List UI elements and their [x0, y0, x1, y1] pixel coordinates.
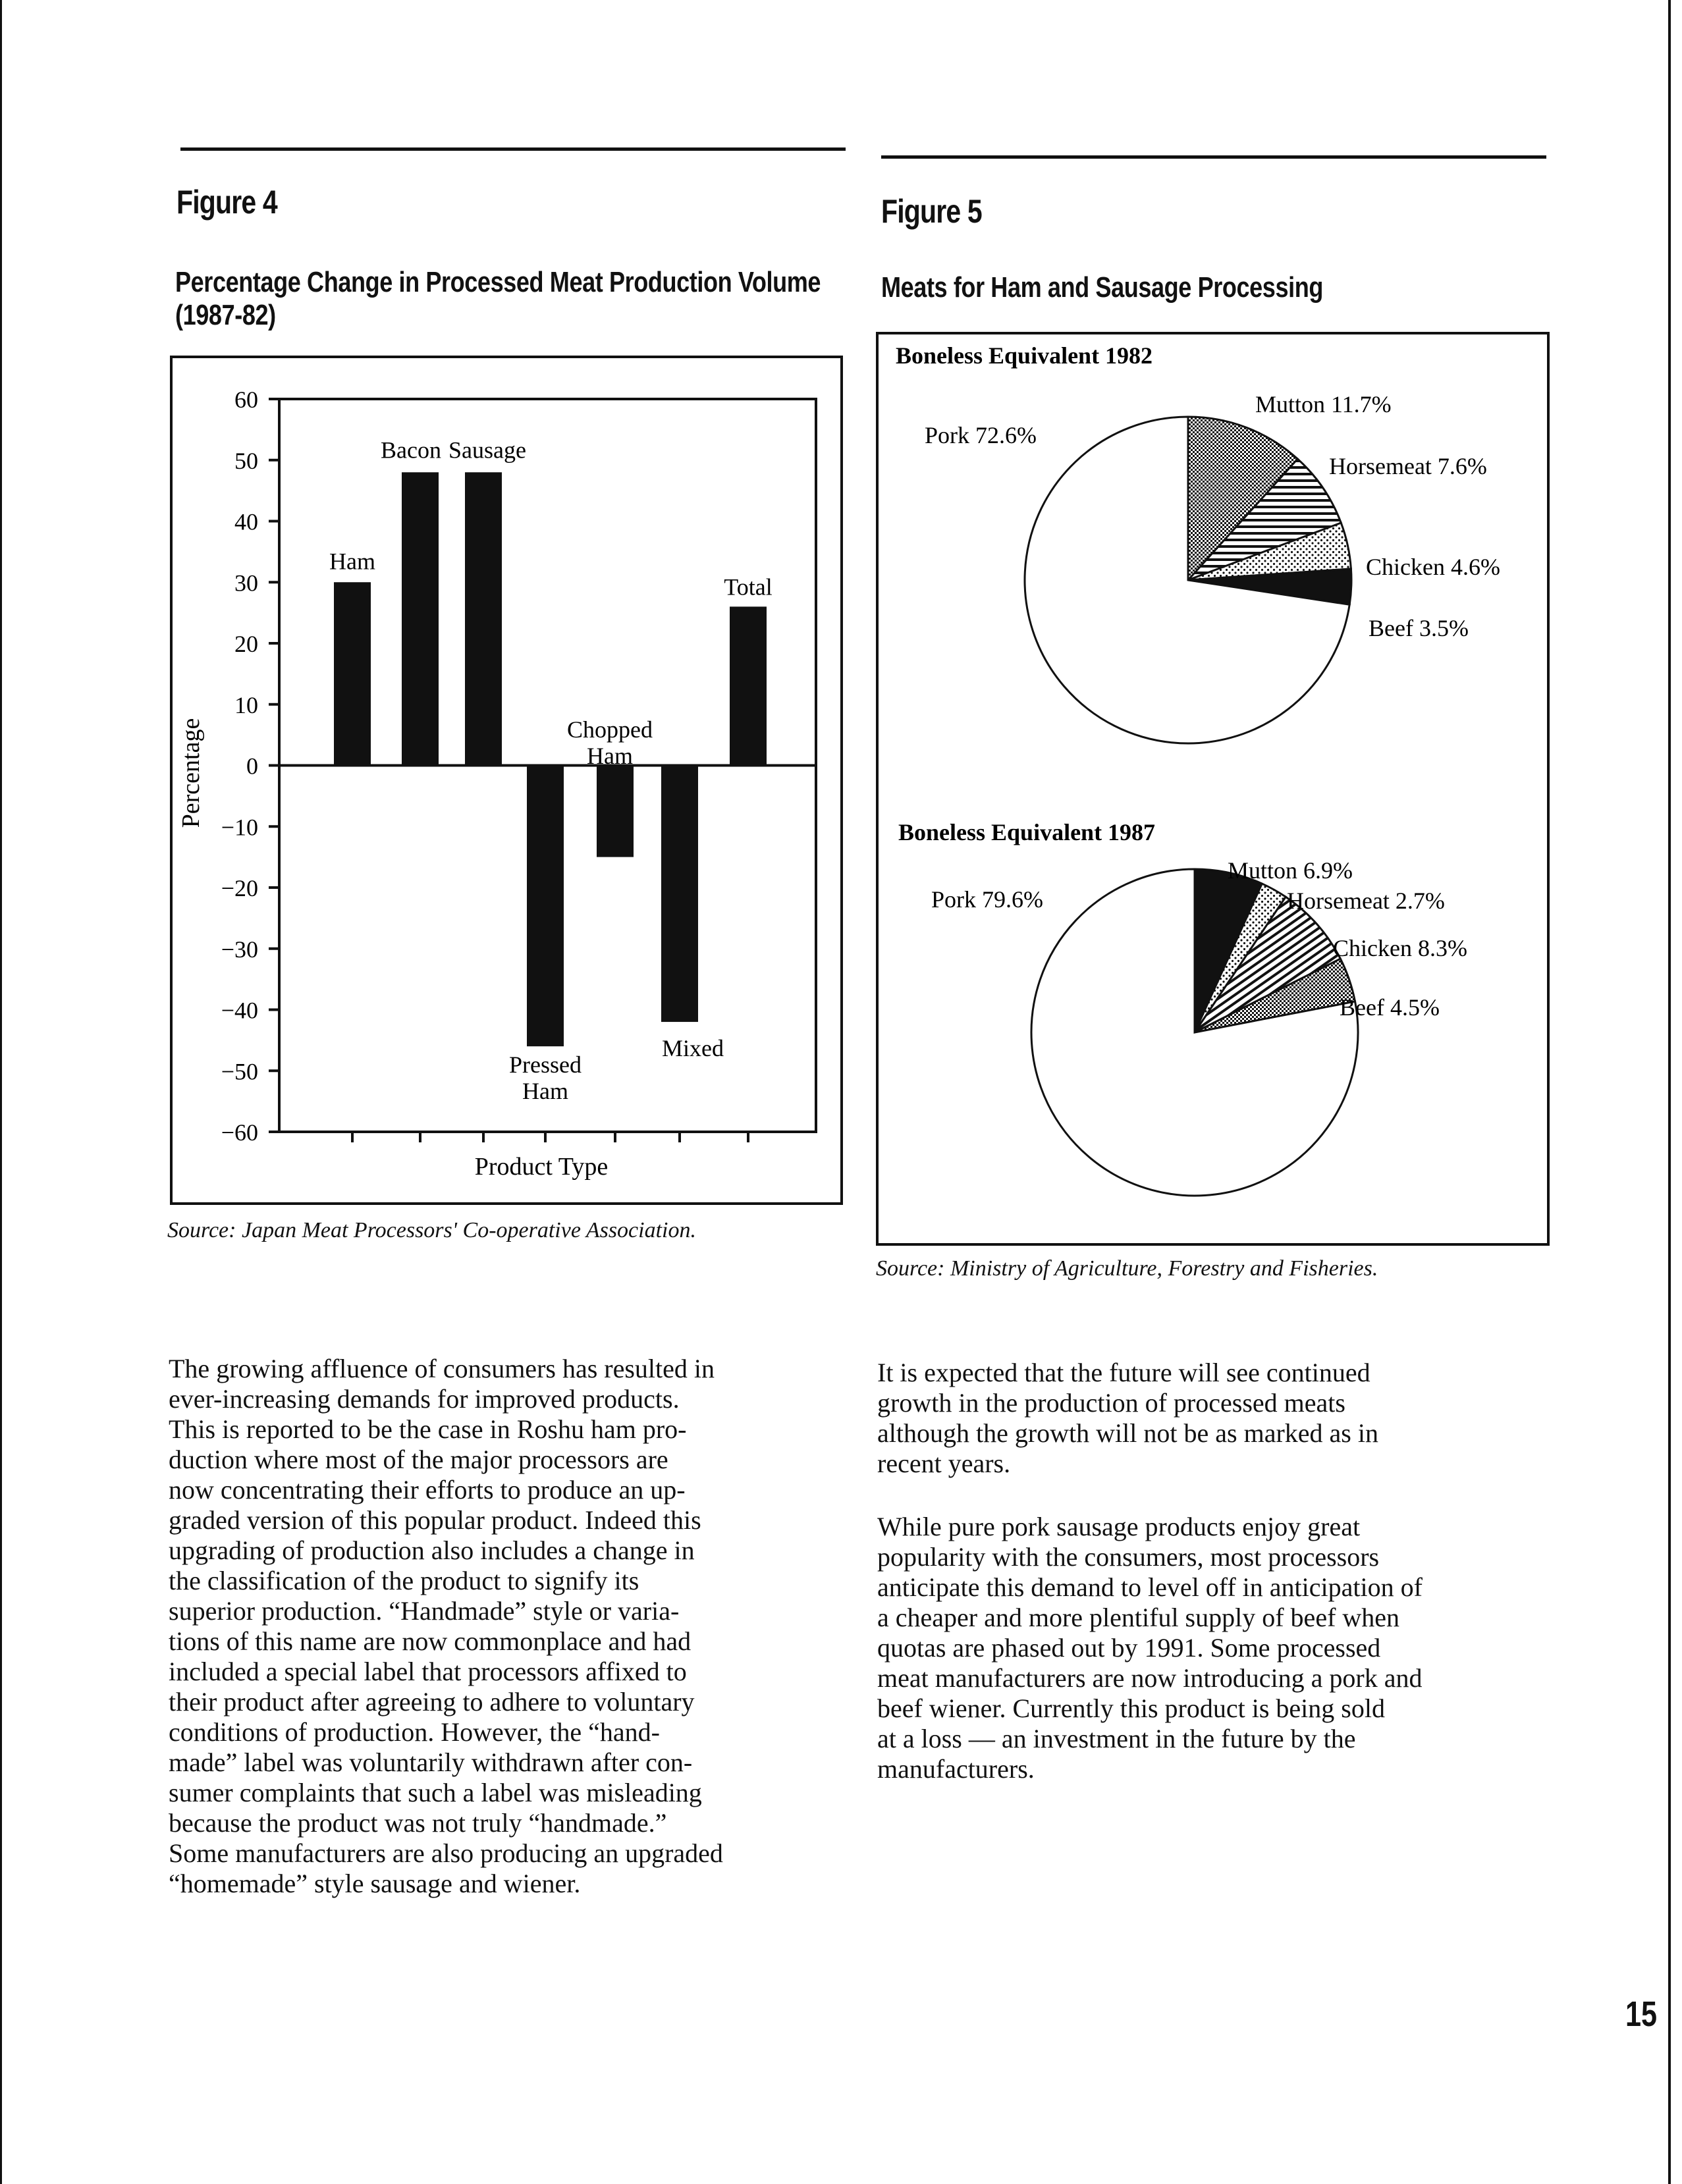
y-tick-label: 50 [234, 447, 258, 474]
text-line: “homemade” style sausage and wiener. [169, 1869, 581, 1898]
figure5-pie-charts [879, 334, 1547, 1243]
page-number: 15 [1625, 1994, 1658, 2034]
bar-pressed-ham [527, 766, 564, 1047]
y-tick-label: 10 [234, 691, 258, 718]
y-tick-label: 60 [234, 386, 258, 413]
text-line: This is reported to be the case in Roshu ham pro- [169, 1414, 687, 1444]
text-line: It is expected that the future will see continued [877, 1358, 1370, 1387]
text-line: their product after agreeing to adhere to voluntary [169, 1687, 695, 1717]
text-line: a cheaper and more plentiful supply of beef when [877, 1603, 1400, 1632]
bar-label: Chopped [567, 716, 653, 743]
y-tick-label: −50 [221, 1058, 258, 1085]
bar-label: Pressed [509, 1052, 582, 1079]
y-tick-label: 30 [234, 570, 258, 597]
right-column-paragraph-1 [877, 1358, 1615, 1479]
text-line: superior production. “Handmade” style or varia- [169, 1596, 680, 1626]
text-line: because the product was not truly “handmade.” [169, 1808, 667, 1838]
y-tick-label: −60 [221, 1119, 258, 1146]
right-column-paragraph-2 [877, 1512, 1615, 1784]
text-line: Some manufacturers are also producing an upgraded [169, 1838, 723, 1868]
text-line: now concentrating their efforts to produce an up- [169, 1475, 686, 1505]
bar-sausage [465, 472, 502, 765]
figure4-title [175, 266, 823, 332]
figure4-source: Source: Japan Meat Processors' Co-operative Association. [167, 1218, 696, 1242]
text-line: graded version of this popular product. Indeed this [169, 1505, 701, 1535]
text-line: made” label was voluntarily withdrawn after con- [169, 1747, 693, 1777]
text-line: although the growth will not be as marked as in [877, 1418, 1378, 1448]
bar-label: Ham [329, 548, 375, 575]
y-tick-label: −20 [221, 875, 258, 901]
text-line: upgrading of production also includes a change in [169, 1535, 695, 1565]
y-tick-label: −30 [221, 936, 258, 963]
text-line: While pure pork sausage products enjoy great [877, 1512, 1361, 1541]
bar-label: Bacon [381, 437, 441, 464]
figure5-label: Figure 5 [881, 193, 982, 230]
bar-ham [334, 582, 371, 765]
bar-label: Sausage [448, 437, 526, 464]
page-left-border [0, 0, 2, 2184]
text-line: the classification of the product to signify its [169, 1566, 639, 1595]
pie-label-pork: Pork 79.6% [931, 886, 1043, 913]
text-line: included a special label that processors affixed to [169, 1657, 687, 1686]
text-line: ever-increasing demands for improved products. [169, 1384, 680, 1414]
bar-total [730, 606, 767, 765]
text-line: popularity with the consumers, most processors [877, 1542, 1380, 1572]
pie-1982 [925, 391, 1500, 743]
page-right-border [1668, 0, 1671, 2184]
figure4-bar-chart [173, 358, 840, 1202]
figure4-label: Figure 4 [176, 184, 277, 221]
text-line: recent years. [877, 1449, 1011, 1478]
pie-label-chicken: Chicken 8.3% [1333, 935, 1467, 961]
text-line: growth in the production of processed meats [877, 1388, 1345, 1418]
pie-label-horsemeat: Horsemeat 2.7% [1287, 888, 1445, 914]
figure4-title-line2: (1987-82) [175, 299, 276, 331]
text-line: manufacturers. [877, 1754, 1035, 1784]
text-line: quotas are phased out by 1991. Some processed [877, 1633, 1381, 1663]
figure5-source: Source: Ministry of Agriculture, Forestry and Fisheries. [876, 1256, 1378, 1281]
figure4-title-line1: Percentage Change in Processed Meat Production Volume [175, 266, 821, 298]
bar-chopped-ham [597, 766, 634, 857]
text-line: duction where most of the major processors are [169, 1445, 668, 1474]
text-line: conditions of production. However, the “hand- [169, 1717, 660, 1747]
text-line: beef wiener. Currently this product is being sold [877, 1693, 1385, 1723]
pie-label-beef: Beef 4.5% [1340, 994, 1440, 1021]
text-line: at a loss — an investment in the future by the [877, 1724, 1356, 1753]
left-column-paragraph [169, 1354, 880, 1899]
bar-label: Ham [587, 742, 633, 769]
text-line: anticipate this demand to level off in anticipation of [877, 1572, 1423, 1602]
pie-label-pork: Pork 72.6% [925, 422, 1037, 448]
figure5-top-rule [881, 155, 1546, 159]
text-line: sumer complaints that such a label was misleading [169, 1778, 702, 1807]
y-tick-label: 40 [234, 508, 258, 535]
figure4-chart-frame [170, 356, 843, 1205]
text-line: tions of this name are now commonplace and had [169, 1626, 692, 1656]
pie-label-mutton: Mutton 6.9% [1228, 857, 1353, 884]
y-tick-label: −10 [221, 814, 258, 841]
pie-label-mutton: Mutton 11.7% [1255, 391, 1392, 417]
y-tick-label: 0 [246, 753, 258, 780]
pie-label-chicken: Chicken 4.6% [1366, 554, 1500, 580]
y-tick-label: 20 [234, 631, 258, 657]
text-line: The growing affluence of consumers has resulted in [169, 1354, 715, 1383]
bar-label: Total [724, 573, 773, 600]
x-axis-title: Product Type [474, 1153, 609, 1181]
bar-label: Ham [522, 1078, 568, 1105]
bar-label: Mixed [662, 1035, 724, 1062]
pie-label-horsemeat: Horsemeat 7.6% [1329, 453, 1487, 479]
pie1-title: Boneless Equivalent 1982 [896, 342, 1153, 369]
figure5-title: Meats for Ham and Sausage Processing [881, 271, 1323, 304]
figure4-top-rule [180, 147, 846, 151]
y-axis-title: Percentage [177, 718, 205, 828]
bar-bacon [402, 472, 439, 765]
pie-1987 [931, 857, 1467, 1196]
y-tick-label: −40 [221, 997, 258, 1024]
figure5-chart-frame [876, 332, 1550, 1246]
pie2-title: Boneless Equivalent 1987 [898, 819, 1156, 845]
text-line: meat manufacturers are now introducing a pork and [877, 1663, 1423, 1693]
pie-label-beef: Beef 3.5% [1369, 615, 1469, 641]
bar-mixed [661, 766, 698, 1023]
